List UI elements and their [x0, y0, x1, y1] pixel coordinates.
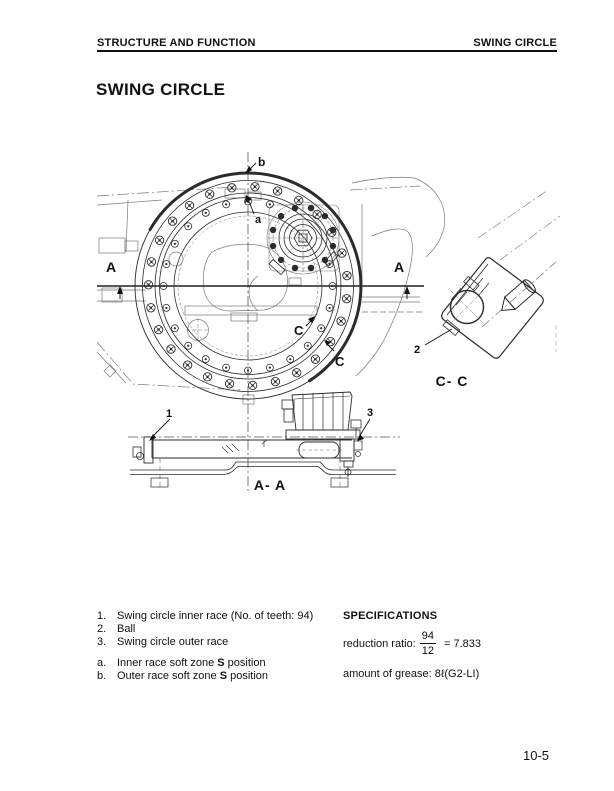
label-callout-2: 2: [414, 344, 421, 356]
legend-item-b: [97, 670, 313, 683]
label-section-a-right: A: [394, 259, 405, 275]
header-page-topic: SWING CIRCLE: [473, 37, 557, 49]
specifications: [343, 610, 559, 680]
grease-fitting: [496, 278, 537, 317]
legend-item-2: [97, 623, 313, 636]
section-aa-title: A- A: [253, 477, 287, 493]
legend: [97, 610, 313, 683]
legend-item-number: 1.: [97, 610, 107, 622]
legend-item-text: Outer race soft zone S position: [117, 669, 269, 682]
header-rule: [97, 50, 557, 52]
pinion-detail: [267, 202, 339, 275]
legend-item-1: [97, 610, 313, 623]
frame-background: [97, 177, 445, 404]
label-section-c-lower: C: [335, 354, 345, 369]
reduction-ratio: [343, 630, 559, 657]
legend-item-text: Inner race soft zone S position: [117, 656, 266, 669]
legend-item-number: 3.: [97, 636, 107, 649]
fraction-denominator: 12: [421, 645, 435, 657]
legend-item-text: Swing circle outer race: [117, 636, 229, 649]
label-callout-3: 3: [367, 407, 374, 419]
legend-item-text: Swing circle inner race (No. of teeth: 94): [117, 610, 314, 622]
fraction-numerator: 94: [421, 630, 435, 642]
grease-amount: amount of grease: 8ℓ(G2-LI): [343, 668, 480, 680]
legend-item-text: Ball: [117, 623, 136, 636]
reduction-ratio-label: reduction ratio:: [343, 637, 416, 650]
plan-callouts: [117, 163, 410, 351]
label-callout-1: 1: [166, 408, 173, 420]
page-number: 10-5: [523, 748, 550, 763]
label-section-a-left: A: [106, 259, 117, 275]
legend-item-number: 2.: [97, 623, 107, 636]
header-section-title: STRUCTURE AND FUNCTION: [97, 37, 256, 49]
legend-item-a: [97, 657, 313, 670]
legend-item-letter: a.: [97, 656, 107, 669]
reduction-ratio-result: = 7.833: [444, 637, 482, 650]
label-a: a: [255, 214, 262, 226]
section-cc-view: [425, 190, 560, 358]
legend-item-letter: b.: [97, 669, 107, 682]
section-cc-title: C- C: [435, 373, 469, 389]
cc-body-outline: [442, 258, 544, 359]
label-b: b: [258, 155, 266, 169]
label-section-c-upper: C: [294, 323, 304, 338]
specifications-heading: SPECIFICATIONS: [343, 610, 438, 622]
swing-circle-drawing: [95, 145, 565, 505]
page-title: SWING CIRCLE: [96, 80, 226, 99]
swing-circle-diagram: [95, 145, 565, 505]
reduction-ratio-fraction: [420, 630, 436, 657]
legend-item-3: [97, 636, 313, 649]
